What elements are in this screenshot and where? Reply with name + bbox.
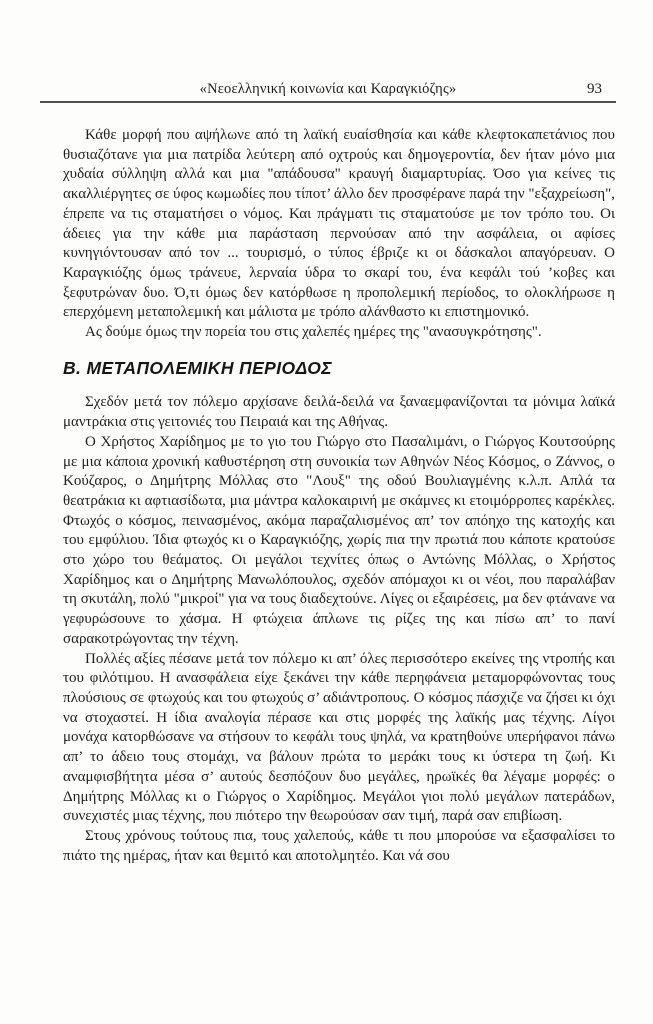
section-heading: Β. ΜΕΤΑΠΟΛΕΜΙΚΗ ΠΕΡΙΟΔΟΣ	[63, 357, 333, 378]
running-head-title: «Νεοελληνική κοινωνία και Καραγκιόζης»	[199, 81, 457, 97]
paragraph-3: Σχεδόν μετά τον πόλεμο αρχίσανε δειλά-δειλά να ξαναεμφανίζονται τα μόνιμα λαϊκά μαντράκια στις γειτονιές του Πειραιά και της Αθήνας.	[63, 394, 615, 431]
paragraph-2: Ας δούμε όμως την πορεία του στις χαλεπές ημέρες της "ανασυγκρότησης".	[85, 324, 542, 341]
paragraph-5: Πολλές αξίες πέσανε μετά τον πόλεμο κι απ’ όλες περισσότερο εκείνες της ντροπής και του φιλότιμου. Η ανασφάλεια είχε ξεκάνει την κάθε περηφάνεια μεταμορφώνοντας τους πλούσιους σε φτωχούς και του φτωχούς σ’ αδιάντροπους. Ο κόσμος πάσχιζε να ζήσει κι όχι να στοχαστεί. Η ίδια αναλογία πέρασε και στις μορφές της λαϊκής μας τέχνης. Λίγοι μονάχα κατορθώσανε να στήσουν το κεφάλι τους ψηλά, να κρατηθούνε υπερήφανοι πάνω απ’ το άδειο τους στομάχι, να βάλουν πρώτα το μεράκι τους κι ύστερα τη ζωή. Κι αναμφισβήτητα μέσα σ’ αυτούς δεσπόζουν δυο μεγάλες, ηρωϊκές θα λέγαμε μορφές: ο Δημήτρης Μόλλας κι ο Γιώργος ο Χαρίδημος. Μεγάλοι γιοι πολύ μεγάλων πατεράδων, συνεχιστές μιας τέχνης, που πιότερο την θεωρούσαν σαν τιμή, παρά σαν επιβίωση.	[63, 650, 615, 825]
page-body	[63, 126, 615, 866]
header-rule	[40, 101, 616, 103]
paragraph-1: Κάθε μορφή που αψήλωνε από τη λαϊκή ευαίσθησία και κάθε κλεφτοκαπετάνιος που θυσιαζότανε για μια πατρίδα λεύτερη από οχτρούς και δημογεροντία, δεν ήταν μόνο μια χυδαία σύλληψη αλλά και μια "απάδουσα" κραυγή διαμαρτυρίας. Όσο για κείνες τις ακαλλιέργητες σε ύφος κωμωδίες που τίποτ’ άλλο δεν προσφέρανε παρά την "εξαχρείωση", έπρεπε να τις σταματήσει ο νόμος. Και πράγματι τις σταματούσε με τον τρόπο του. Οι άδειες για την κάθε μια παράσταση περνούσαν από την ασφάλεια, οι αφίσες κυνηγιόντουσαν από τον ... τουρισμό, ο τύπος έβριζε κι οι δάσκαλοι απαγόρευαν. Ο Καραγκιόζης όμως τράνευε, λερναία ύδρα το σκαρί του, ένα κεφάλι τού ’κοβες και ξεφυτρώναν δυο. Ό,τι όμως δεν κατόρθωσε η προπολεμική περίοδος, το ολοκλήρωσε η επερχόμενη μεταπολεμική και μάλιστα με τρόπο αλάνθαστο κι επιστημονικό.	[63, 127, 615, 321]
page-header	[40, 79, 616, 101]
paragraph-4: Ο Χρήστος Χαρίδημος με το γιο του Γιώργο στο Πασαλιμάνι, ο Γιώργος Κουτσούρης με μια κάποια χρονική καθυστέρηση στη συνοικία των Αθηνών Νέος Κόσμος, ο Ζάννος, ο Κούζαρος, ο Δημήτρης Μόλλας στο "Λουξ" της οδού Βουλιαγμένης κ.λ.π. Απλά τα θεατράκια κι αφτιασίδωτα, μια μάντρα καλοκαιρινή με σκάμνες κι ετοιμόρροπες καρέκλες. Φτωχός ο κόσμος, πεινασμένος, ακόμα παραζαλισμένος απ’ τον απόηχο της κατοχής και του εμφύλιου. Ίδια φτωχός κι ο Καραγκιόζης, χωρίς πια την πρωτιά που κάποτε κρατούσε στο χώρο του θεάματος. Οι μεγάλοι τεχνίτες όπως ο Αντώνης Μόλλας, ο Χρήστος Χαρίδημος και ο Δημήτρης Μανωλόπουλος, σχεδόν απόμαχοι κι οι νέοι, που παραλάβαν τη σκυτάλη, πολύ "μικροί" για να τους διαδεχτούνε. Λίγες οι εξαιρέσεις, μα δεν φτάνανε να γεφυρώσουνε το χάσμα. Η φτώχεια άπλωνε τις ρίζες της και πίσω απ’ το πανί σαρακοτρώγοντας την τέχνη.	[63, 433, 615, 647]
page-number: 93	[587, 81, 602, 97]
paragraph-6: Στους χρόνους τούτους πια, τους χαλεπούς, κάθε τι που μπορούσε να εξασφαλίσει το πιάτο της ημέρας, ήταν και θεμιτό και αποτολμητέο. Και νά σου	[63, 827, 615, 864]
